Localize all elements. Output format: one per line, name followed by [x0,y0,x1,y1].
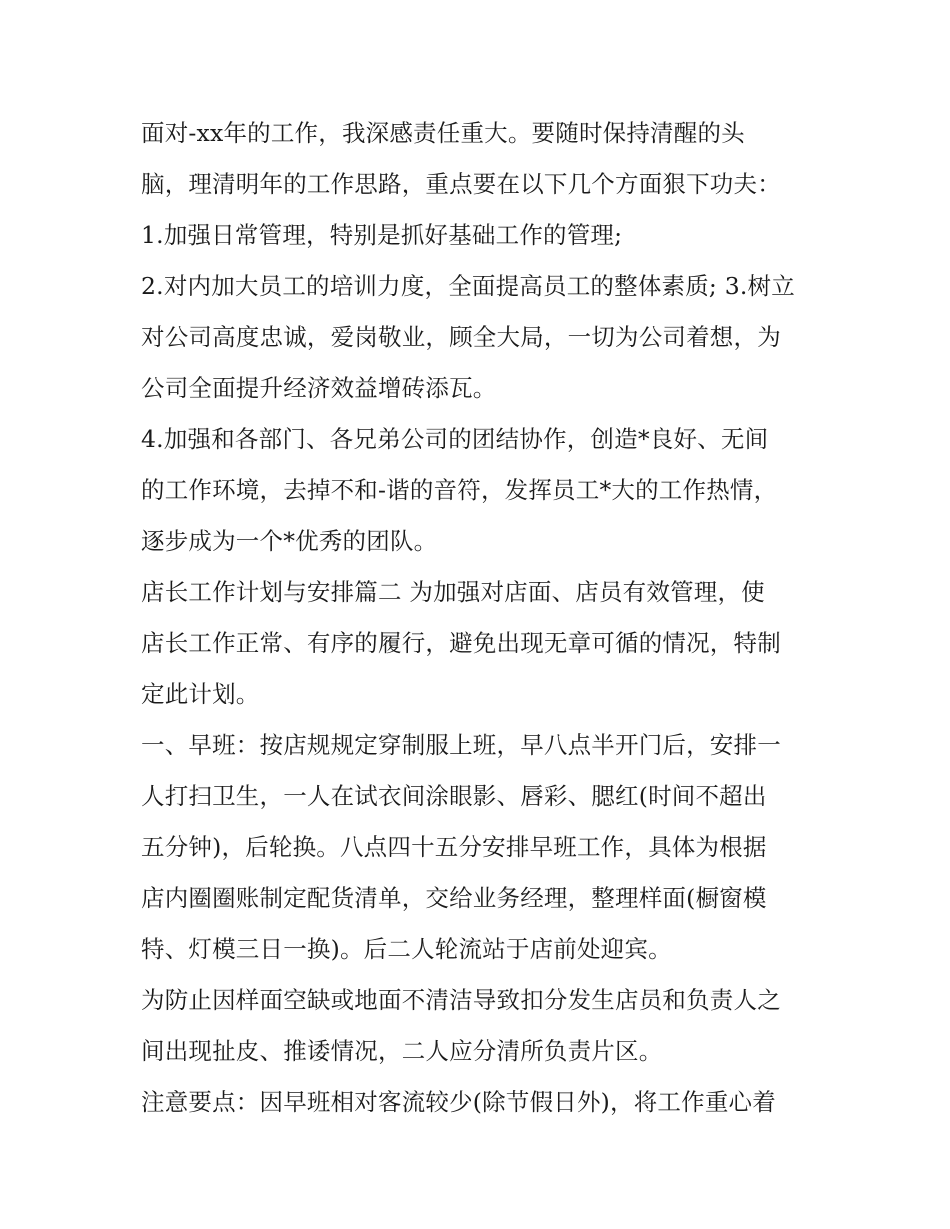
text-line: 店长工作正常、有序的履行，避免出现无章可循的情况，特制 [141,629,781,657]
text-line: 的工作环境，去掉不和-谐的音符，发挥员工*大的工作热情， [141,476,778,504]
text-line: 间出现扯皮、推诿情况，二人应分清所负责片区。 [141,1037,663,1065]
text-line: 店长工作计划与安排篇二 为加强对店面、店员有效管理，使 [141,578,765,606]
text-line: 店内圈圈账制定配货清单，交给业务经理，整理样面(橱窗模 [141,884,767,912]
text-line: 五分钟)，后轮换。八点四十五分安排早班工作，具体为根据 [141,833,767,861]
text-line: 1.加强日常管理，特别是抓好基础工作的管理; [141,221,623,249]
text-line: 人打扫卫生，一人在试衣间涂眼影、唇彩、腮红(时间不超出 [141,782,767,810]
text-line: 脑，理清明年的工作思路，重点要在以下几个方面狠下功夫： [141,170,781,198]
text-line: 4.加强和各部门、各兄弟公司的团结协作，创造*良好、无间 [141,425,769,453]
text-line: 注意要点：因早班相对客流较少(除节假日外)，将工作重心着 [141,1088,776,1116]
text-line: 逐步成为一个*优秀的团队。 [141,527,438,555]
text-line: 定此计划。 [141,680,260,708]
text-line: 对公司高度忠诚，爱岗敬业，顾全大局，一切为公司着想，为 [141,323,781,351]
document-body [141,108,821,1128]
text-line: 面对-xx年的工作，我深感责任重大。要随时保持清醒的头 [141,119,745,147]
text-line: 一、早班：按店规规定穿制服上班，早八点半开门后，安排一 [141,731,781,759]
text-line: 2.对内加大员工的培训力度，全面提高员工的整体素质; 3.树立 [141,272,795,300]
text-line: 为防止因样面空缺或地面不清洁导致扣分发生店员和负责人之 [141,986,781,1014]
text-line: 特、灯模三日一换)。后二人轮流站于店前处迎宾。 [141,935,672,963]
text-line: 公司全面提升经济效益增砖添瓦。 [141,374,497,402]
